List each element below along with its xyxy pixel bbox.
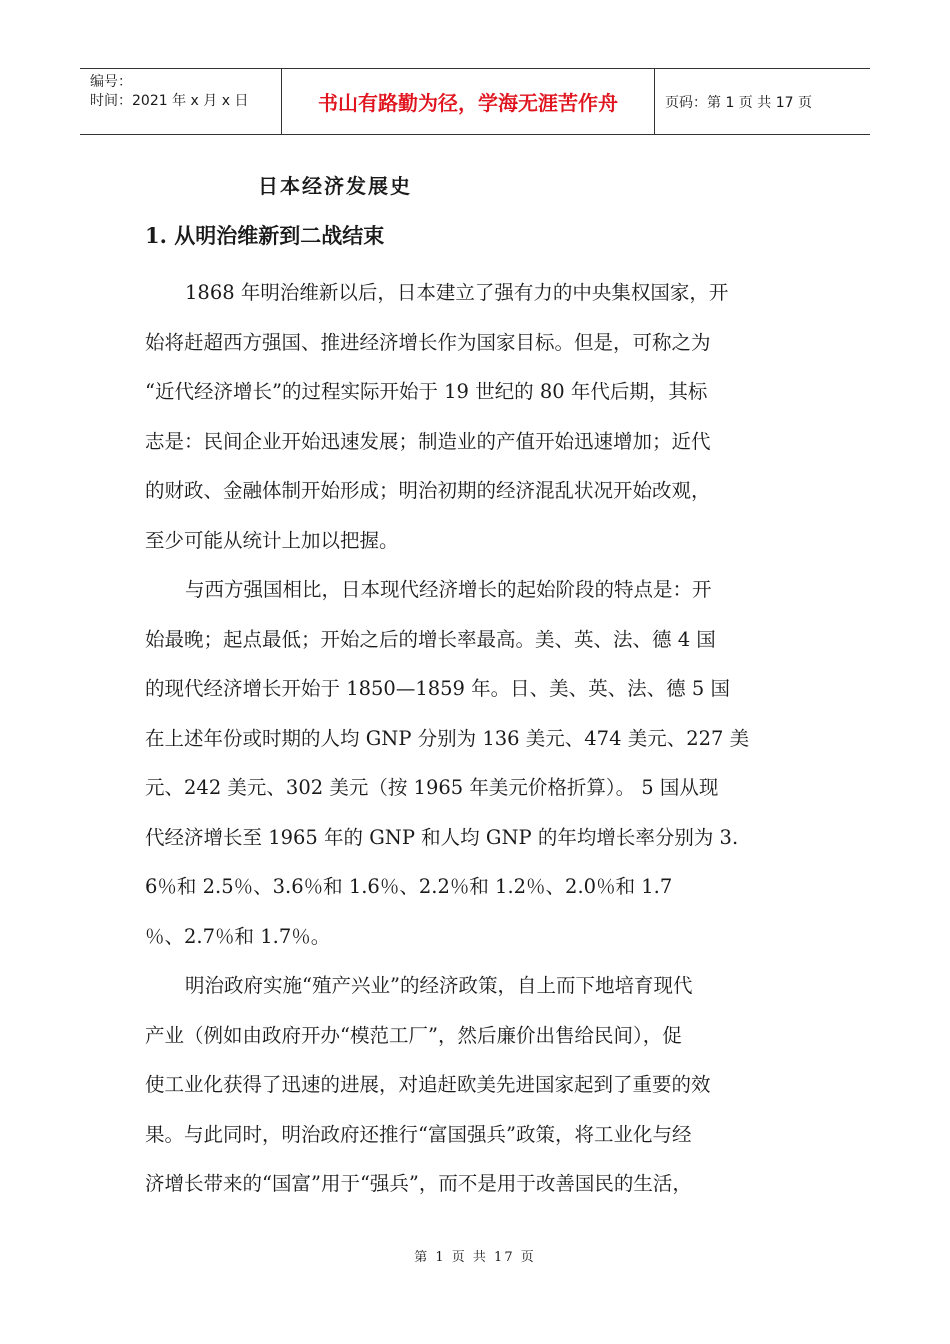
document-body <box>145 268 805 1209</box>
text-line: 1868 年明治维新以后，日本建立了强有力的中央集权国家，开 <box>185 281 729 304</box>
header-motto: 书山有路勤为径，学海无涯苦作舟 <box>282 69 655 134</box>
text-line: 的现代经济增长开始于 1850—1859 年。日、美、英、法、德 5 国 <box>145 677 730 700</box>
text-line: 代经济增长至 1965 年的 GNP 和人均 GNP 的年均增长率分别为 3. <box>145 825 739 849</box>
section-heading: 1. 从明治维新到二战结束 <box>145 223 385 248</box>
text-line: 始将赶超西方强国、推进经济增长作为国家目标。但是，可称之为 <box>145 330 711 354</box>
page-header <box>80 68 870 135</box>
text-line: 明治政府实施“殖产兴业”的经济政策，自上而下地培育现代 <box>185 974 693 997</box>
paragraph <box>145 961 805 1209</box>
text-line: 的财政、金融体制开始形成；明治初期的经济混乱状况开始改观， <box>145 479 711 502</box>
paragraph <box>145 268 805 565</box>
text-line: 6％和 2.5％、3.6％和 1.6％、2.2％和 1.2％、2.0％和 1.7 <box>145 875 673 898</box>
text-line: 济增长带来的“国富”用于“强兵”，而不是用于改善国民的生活， <box>145 1172 692 1195</box>
text-line: 元、242 美元、302 美元（按 1965 年美元价格折算）。 5 国从现 <box>145 776 719 799</box>
text-line: 始最晚；起点最低；开始之后的增长率最高。美、英、法、德 4 国 <box>145 627 716 651</box>
text-line: 果。与此同时，明治政府还推行“富国强兵”政策，将工业化与经 <box>145 1122 692 1146</box>
document-title: 日本经济发展史 <box>258 174 412 198</box>
text-line: 志是：民间企业开始迅速发展；制造业的产值开始迅速增加；近代 <box>145 429 711 453</box>
page-footer: 第 1 页 共 17 页 <box>414 1250 536 1265</box>
text-line: “近代经济增长”的过程实际开始于 19 世纪的 80 年代后期，其标 <box>145 380 708 403</box>
text-line: 使工业化获得了迅速的进展，对追赶欧美先进国家起到了重要的效 <box>145 1073 711 1096</box>
paragraph <box>145 565 805 961</box>
text-line: 至少可能从统计上加以把握。 <box>145 528 399 552</box>
text-line: 与西方强国相比，日本现代经济增长的起始阶段的特点是：开 <box>185 578 712 601</box>
header-page-info: 页码：第 1 页 共 17 页 <box>665 94 812 111</box>
document-number-label: 编号： <box>90 74 132 90</box>
text-line: 在上述年份或时期的人均 GNP 分别为 136 美元、474 美元、227 美 <box>145 726 750 750</box>
text-line: 产业（例如由政府开办“模范工厂”，然后廉价出售给民间），促 <box>145 1023 682 1047</box>
document-date-label: 时间：2021 年 x 月 x 日 <box>90 93 249 109</box>
header-meta <box>80 69 282 134</box>
text-line: ％、2.7％和 1.7％。 <box>145 924 331 948</box>
